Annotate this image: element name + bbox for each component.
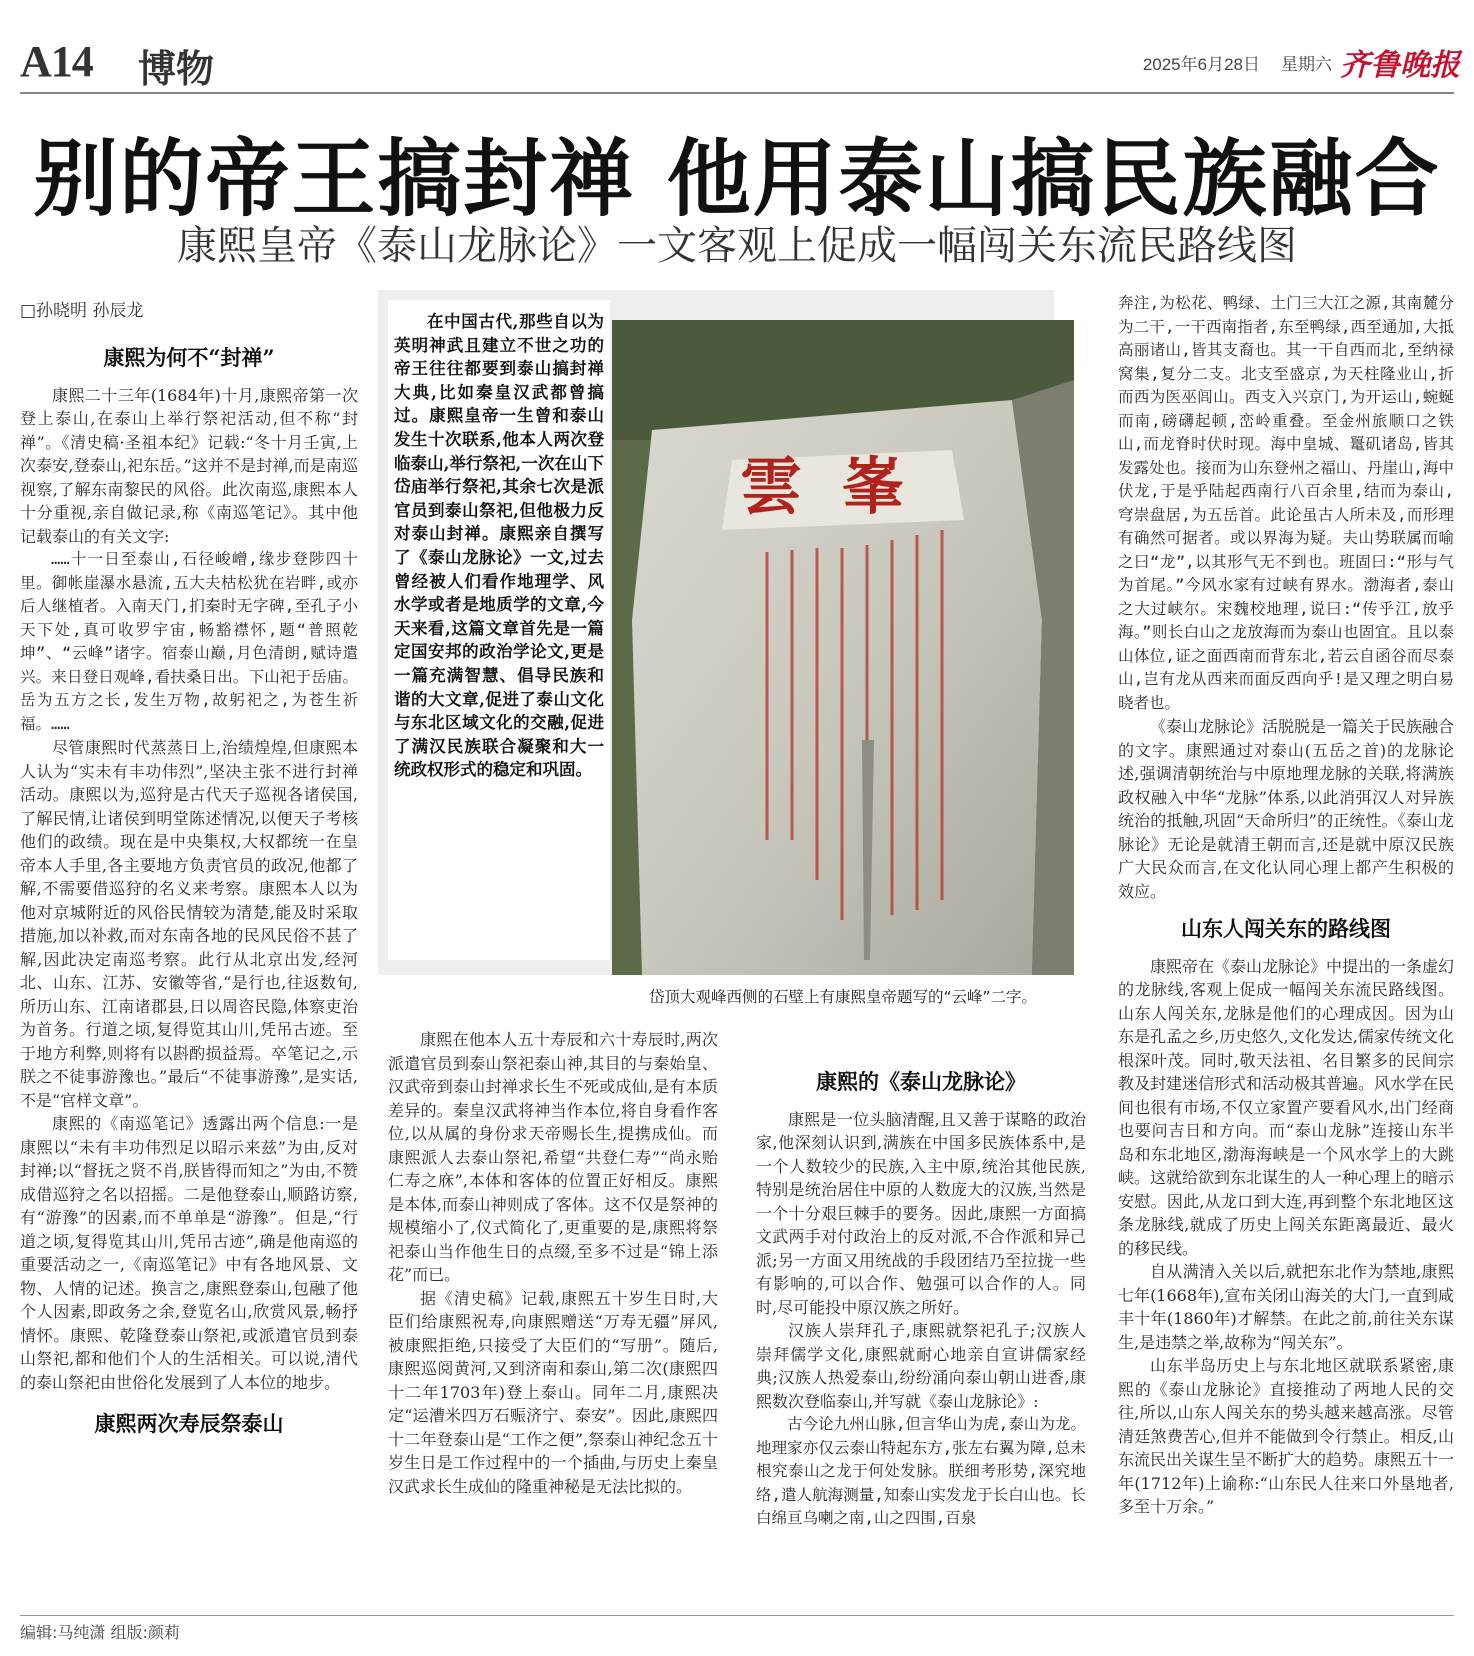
section-heading: 康熙的《泰山龙脉论》 [816, 1069, 1026, 1094]
lead-text: 在中国古代,那些自以为英明神武且建立不世之功的帝王往往都要到泰山搞封禅大典,比如秦皇汉武都曾搞过。康熙皇帝一生曾和泰山发生十次联系,他本人两次登临泰山,举行祭祀,一次在山下岱庙举行祭祀,其余七次是派官员到泰山祭祀,但他极力反对泰山封禅。康熙亲自撰写了《泰山龙脉论》一文,过去曾经被人们看作地理学、风水学或者是地质学的文章,今天来看,这篇文章首先是一篇定国安邦的政治学论文,更是一篇充满智慧、倡导民族和谐的大文章,促进了泰山文化与东北区域文化的交融,促进了满汉民族联合凝聚和大一统政权形式的稳定和巩固。 [394, 312, 604, 780]
paragraph: 尽管康熙时代蒸蒸日上,治绩煌煌,但康熙本人认为“实未有丰功伟烈”,坚决主张不进行封禅活动。康熙以为,巡狩是古代天子巡视各诸侯国,了解民情,让诸侯到明堂陈述情况,以便天子考核他们的政绩。现在是中央集权,大权都统一在皇帝本人手里,各主要地方负责官员的政况,他都了解,不需要借巡狩的名义来考察。康熙本人以为他对京城附近的风俗民情较为清楚,能及时采取措施,加以补救,而对东南各地的民风民俗不甚了解,因此决定南巡考察。此行从北京出发,经河北、山东、江苏、安徽等省,“是行也,往返数旬,所历山东、江南诸郡县,日以周咨民隐,体察吏治为首务。行道之顷,复得览其山川,凭吊古迹。至于地方利弊,则将有以斟酌损益焉。卒笔记之,示朕之不徒事游豫也。”最后“不徒事游豫”,是实话,不是“官样文章”。 [20, 738, 358, 1110]
newspaper-logo: 齐鲁晚报 [1340, 48, 1460, 83]
issue-weekday: 星期六 [1281, 55, 1332, 74]
paragraph: 山东半岛历史上与东北地区就联系紧密,康熙的《泰山龙脉论》直接推动了两地人民的交往,所以,山东人闯关东的势头越来越高涨。尽管清廷煞费苦心,但并不能做到令行禁止。相反,山东流民出关谋生呈不断扩大的趋势。康熙五十一年(1712年)上谕称:“山东民人往来口外垦地者,多至十万余。” [1118, 1356, 1455, 1516]
section-heading: 山东人闯关东的路线图 [1181, 916, 1391, 941]
paragraph: 康熙在他本人五十寿辰和六十寿辰时,两次派遣官员到泰山祭祀泰山神,其目的与秦始皇、汉武帝到泰山封禅求长生不死或成仙,是有本质差异的。秦皇汉武将神当作本位,将自身看作客位,以从属的身份求天帝赐长生,提携成仙。而康熙派人去泰山祭祀,希望“共登仁寿”“尚永贻仁寿之庥”,本体和客体的位置正好相反。康熙是本体,而泰山神则成了客体。这不仅是祭神的规模缩小了,仪式简化了,更重要的是,康熙将祭祀泰山当作他生日的点缀,至多不过是“锦上添花”而已。 [388, 1030, 718, 1284]
paragraph: 康熙帝在《泰山龙脉论》中提出的一条虚幻的龙脉线,客观上促成一幅闯关东流民路线图。山东人闯关东,龙脉是他们的心理成因。因为山东是孔孟之乡,历史悠久,文化发达,儒家传统文化根深叶茂。同时,敬天法祖、名目繁多的民间宗教及封建迷信形式和活动极其普遍。风水学在民间也很有市场,不仅立家置产要看风水,出门经商也要问吉日和方向。而“泰山龙脉”连接山东半岛和东北地区,渤海海峡是一个风水学上的大跳峡。这就给欲到东北谋生的人一种心理上的暗示安慰。因此,从龙口到大连,再到整个东北地区这条龙脉线,就成了历史上闯关东距离最近、最火的移民线。 [1118, 956, 1455, 1258]
footer-credits: 编辑:马纯潇 组版:颜莉 [20, 1623, 180, 1642]
inscription-characters: 雲峯 [739, 450, 945, 523]
quotation: 古今论九州山脉,但言华山为虎,泰山为龙。地理家亦仅云泰山特起东方,张左右翼为障,总未根究泰山之龙于何处发脉。朕细考形势,深究地络,遣人航海测量,知泰山实发龙于长白山也。长白绵亘乌喇之南,山之四围,百泉 [756, 1415, 1086, 1527]
header-divider [20, 92, 1454, 94]
section-heading: 康熙两次寿辰祭泰山 [94, 1411, 284, 1436]
paragraph: 自从满清入关以后,就把东北作为禁地,康熙七年(1668年),宣布关闭山海关的大门,一直到咸丰十年(1860年)才解禁。在此之前,前往关东谋生,是违禁之举,故称为“闯关东”。 [1118, 1262, 1454, 1352]
photo-yunfeng-inscription [612, 320, 1074, 975]
section-title: 博物 [138, 46, 215, 91]
article-column-4 [1118, 292, 1454, 1519]
article-column-1 [20, 336, 358, 1450]
byline: □孙晓明 孙辰龙 [20, 301, 144, 321]
paragraph: 《泰山龙脉论》活脱脱是一篇关于民族融合的文字。康熙通过对泰山(五岳之首)的龙脉论述,强调清朝统治与中原地理龙脉的关联,将满族政权融入中华“龙脉”体系,以此消弭汉人对异族统治的抵触,巩固“天命所归”的正统性。《泰山龙脉论》无论是就清王朝而言,还是就中原汉民族广大民众而言,在文化认同心理上都产生积极的效应。 [1118, 717, 1455, 901]
quotation: 奔注,为松花、鸭绿、土门三大江之源,其南麓分为二干,一干西南指者,东至鸭绿,西至通加,大抵高丽诸山,皆其支裔也。其一干自西而北,至纳禄窝集,复分二支。北支至盛京,为天柱隆业山,折而西为医巫闾山。西支入兴京门,为开运山,蜿蜒而南,磅礴起顿,峦岭重叠。至金州旅顺口之铁山,而龙脊时伏时现。海中皇城、鼍矶诸岛,皆其发露处也。接而为山东登州之福山、丹崖山,海中伏龙,于是乎陆起西南行八百余里,结而为泰山,穹崇盘居,为五岳首。此论虽古人所未及,而形理有确然可据者。或以界海为疑。夫山势联属而喻之曰“龙”,以其形气无不到也。班固曰:“形与气为首尾。”今风水家有过峡有界水。渤海者,泰山之大过峡尔。宋魏校地理,说曰:“传乎江,放乎海。”则长白山之龙放海而为泰山也固宜。且以泰山体位,证之面西南而背东北,若云自函谷而尽泰山,岂有龙从西来而面反西向乎!是又理之明白易晓者也。 [1118, 294, 1454, 712]
issue-date: 2025年6月28日 [1142, 55, 1260, 74]
lead-summary [388, 300, 610, 960]
article-column-2 [388, 1028, 718, 1498]
section-heading: 康熙为何不“封禅” [103, 345, 275, 370]
page-header [20, 28, 1460, 91]
paragraph: 康熙二十三年(1684年)十月,康熙帝第一次登上泰山,在泰山上举行祭祀活动,但不称“封禅”。《清史稿·圣祖本纪》记载:“冬十月壬寅,上次泰安,登泰山,祀东岳。”这并不是封禅,而是南巡视察,了解东南黎民的风俗。此次南巡,康熙本人十分重视,亲自做记录,称《南巡笔记》。其中他记载泰山的有关文字: [20, 385, 358, 546]
headline: 别的帝王搞封禅 他用泰山搞民族融合 [33, 129, 1441, 228]
paragraph: 汉族人崇拜孔子,康熙就祭祀孔子;汉族人崇拜儒学文化,康熙就耐心地亲自宣讲儒家经典;汉族人热爱泰山,纷纷涌向泰山朝山进香,康熙数次登临泰山,并写就《泰山龙脉论》: [756, 1321, 1086, 1411]
page-number: A14 [20, 37, 93, 86]
footer-divider [20, 1615, 1454, 1616]
paragraph: 康熙是一位头脑清醒,且又善于谋略的政治家,他深刻认识到,满族在中国多民族体系中,是一个人数较少的民族,入主中原,统治其他民族,特别是统治居住中原的人数庞大的汉族,当然是一个十分艰巨棘手的要务。因此,康熙一方面搞文武两手对付政治上的反对派,不合作派和异己派;另一方面又用统战的手段团结乃至拉拢一些有影响的,可以合作、勉强可以合作的人。同时,尽可能投中原汉族之所好。 [756, 1109, 1086, 1317]
paragraph: 据《清史稿》记载,康熙五十岁生日时,大臣们给康熙祝寿,向康熙赠送“万寿无疆”屏风,被康熙拒绝,只接受了大臣们的“写册”。随后,康熙巡阅黄河,又到济南和泰山,第二次(康熙四十二年1703年)登上泰山。同年二月,康熙决定“运漕米四万石赈济宁、泰安”。因此,康熙四十二年登泰山是“工作之便”,祭泰山神纪念五十岁生日是工作过程中的一个插曲,与历史上秦皇汉武求长生成仙的隆重神秘是无法比拟的。 [388, 1288, 718, 1496]
article-column-3 [756, 1060, 1086, 1531]
subheadline: 康熙皇帝《泰山龙脉论》一文客观上促成一幅闯关东流民路线图 [177, 223, 1297, 269]
quotation: ……十一日至泰山,石径峻嶒,缘步登陟四十里。御帐崖瀑水悬流,五大夫枯松犹在岩畔,或亦后人继植者。入南天门,扪秦时无字碑,至孔子小天下处,真可收罗宇宙,畅豁襟怀,题“普照乾坤”、“云峰”诸字。宿泰山巅,月色清朗,赋诗遣兴。来日登日观峰,看扶桑日出。下山祀于岳庙。岳为五方之长,发生万物,故躬祀之,为苍生祈福。…… [20, 550, 358, 733]
paragraph: 康熙的《南巡笔记》透露出两个信息:一是康熙以“未有丰功伟烈足以昭示来兹”为由,反对封禅;以“督抚之贤不肖,朕皆得而知之”为由,不赞成借巡狩之名以招摇。二是他登泰山,顺路访察,有“游豫”的因素,而不单单是“游豫”。但是,“行道之顷,复得览其山川,凭吊古迹”,确是他南巡的重要活动之一,《南巡笔记》中有各地风景、文物、人情的记述。换言之,康熙登泰山,包融了他个人因素,即政务之余,登览名山,欣赏风景,畅抒情怀。康熙、乾隆登泰山祭祀,或派遣官员到泰山祭祀,都和他们个人的生活相关。可以说,清代的泰山祭祀由世俗化发展到了人本位的地步。 [20, 1114, 358, 1392]
photo-caption: 岱顶大观峰西侧的石壁上有康熙皇帝题写的“云峰”二字。 [648, 988, 1038, 1006]
